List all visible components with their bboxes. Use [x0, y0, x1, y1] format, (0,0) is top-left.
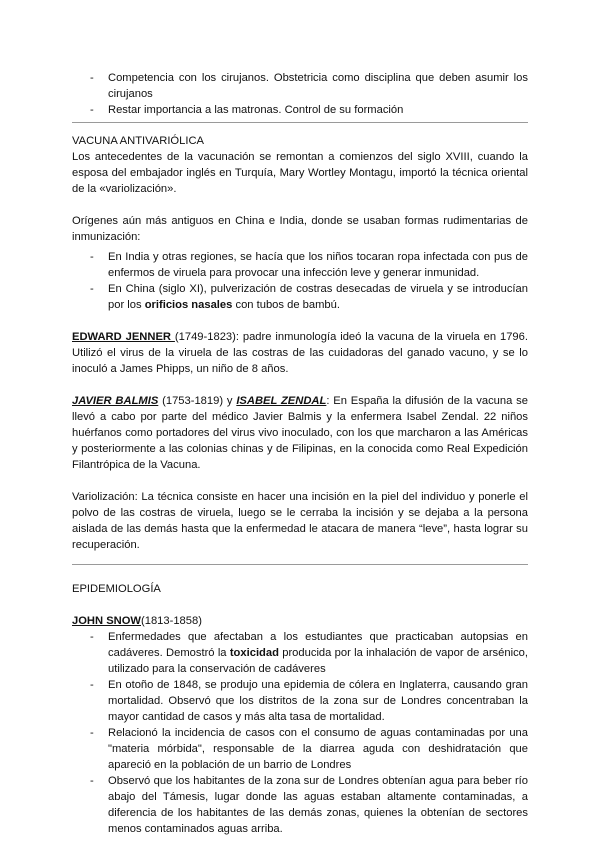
list-text: producida por la inhalación de vapor de arsénico, utilizado para la conservación de cadáveres: [108, 647, 529, 675]
balmis-paragraph: [72, 393, 528, 473]
person-name: JAVIER BALMIS: [72, 395, 159, 407]
list-item: - Competencia con los cirujanos. Obstetricia como disciplina que deben asumir los cirujanos: [72, 70, 528, 102]
person-name: ISABEL ZENDAL: [236, 395, 327, 407]
list-item: [72, 629, 528, 677]
paragraph-text: : En España la difusión de la vacuna se llevó a cabo por parte del médico Javier Balmis y la enfermera Isabel Zendal. 22 niños huérfanos como portadores del virus vivo inoculado, con los que marcharon a las Américas y posteriormente a las colonias chinas y de Filipinas, en la conocida como Real Expedición Filantrópica de la Vacuna.: [72, 395, 528, 471]
list-item: - En India y otras regiones, se hacía que los niños tocaran ropa infectada con pus de enfermos de viruela para provocar una infección leve y generar inmunidad.: [72, 249, 528, 281]
variolizacion-paragraph: Variolización: La técnica consiste en hacer una incisión en la piel del individuo y ponerle el polvo de las costras de viruela, luego se le cerraba la incisión y se dejaba a la persona aislada de las demás hasta que la enfermedad le atacara de manera “leve”, hasta lograr su recuperación.: [72, 491, 528, 551]
vacuna-origins: Orígenes aún más antiguos en China e India, donde se usaban formas rudimentarias de inmunización:: [72, 215, 528, 243]
years-text: (1813-1858): [141, 615, 202, 627]
list-text: Enfermedades que afectaban a los estudiantes que practicaban autopsias en cadáveres. Demostró la: [108, 631, 528, 659]
section-heading-epidemiologia: EPIDEMIOLOGÍA: [72, 583, 161, 595]
top-list: [72, 70, 528, 118]
origins-list: [72, 249, 528, 313]
person-name: EDWARD JENNER: [72, 331, 175, 343]
paragraph-text: (1753-1819) y: [158, 395, 237, 407]
person-name: JOHN SNOW: [72, 615, 141, 627]
section-divider: [72, 564, 528, 565]
section-divider: [72, 122, 528, 123]
snow-list: [72, 629, 528, 837]
list-item: - Observó que los habitantes de la zona sur de Londres obtenían agua para beber río abajo del Támesis, lugar donde las aguas estaban altamente contaminadas, a diferencia de los habitantes de las demás zonas, quienes la obtenían de sectores menos contaminados aguas arriba.: [72, 773, 528, 837]
list-text: En China (siglo XI), pulverización de costras desecadas de viruela y se introducían por los: [108, 283, 528, 311]
snow-heading: [72, 613, 528, 629]
list-item: - Restar importancia a las matronas. Control de su formación: [72, 102, 528, 118]
vacuna-intro: Los antecedentes de la vacunación se remontan a comienzos del siglo XVIII, cuando la esposa del embajador inglés en Turquía, Mary Wortley Montagu, importó la técnica oriental de la «variolización».: [72, 151, 528, 195]
document-content: [72, 70, 528, 837]
bold-term: orificios nasales: [144, 299, 233, 311]
section-heading-vacuna: VACUNA ANTIVARIÓLICA: [72, 135, 205, 147]
paragraph-text: (1749-1823): padre inmunología ideó la vacuna de la viruela en 1796. Utilizó el virus de la viruela de las costras de las cuidadoras del ganado vacuno, y se lo inoculó a James Phipps, un niño de 8 años.: [72, 331, 528, 375]
jenner-paragraph: [72, 329, 528, 377]
list-item: - En otoño de 1848, se produjo una epidemia de cólera en Inglaterra, causando gran mortalidad. Observó que los distritos de la zona sur de Londres concentraban la mayor cantidad de casos y más alta tasa de mortalidad.: [72, 677, 528, 725]
list-item: - Relacionó la incidencia de casos con el consumo de aguas contaminadas por una "materia mórbida", responsable de la diarrea aguda con deshidratación que apareció en la población de un barrio de Londres: [72, 725, 528, 773]
list-text: con tubos de bambú.: [232, 299, 340, 311]
bold-term: toxicidad: [229, 647, 279, 659]
list-item: [72, 281, 528, 313]
